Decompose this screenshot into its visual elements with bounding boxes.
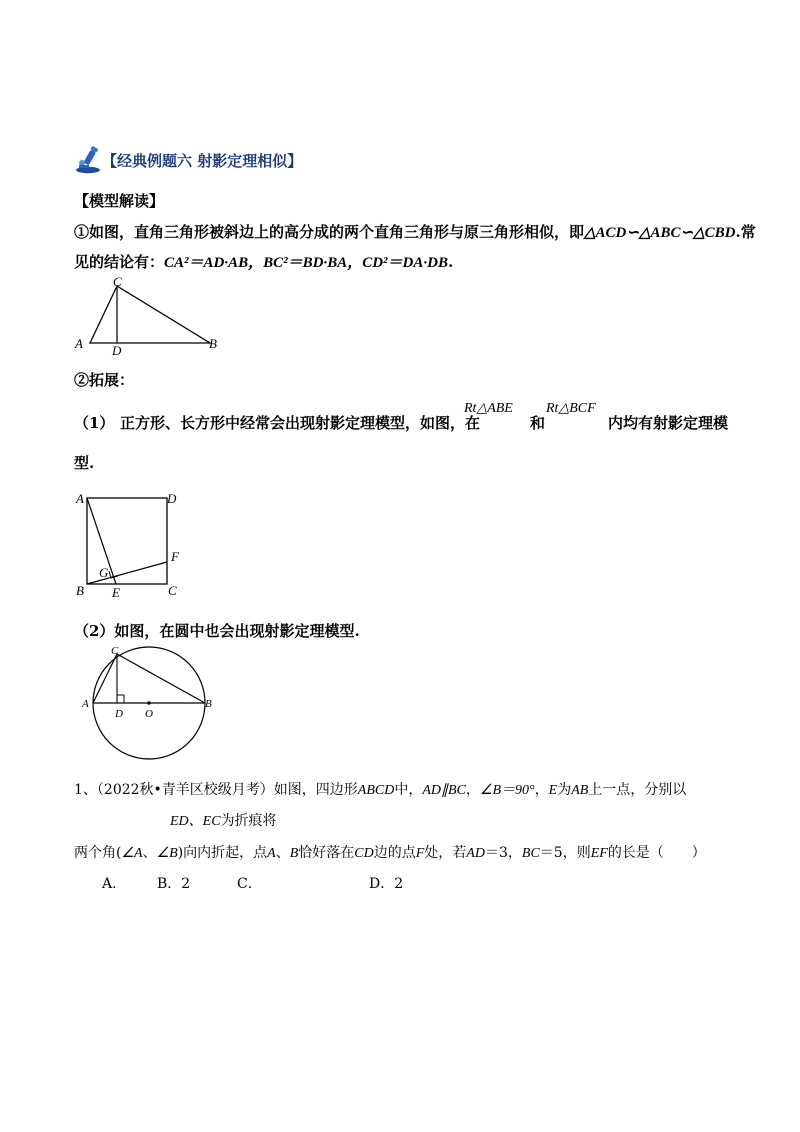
- q1-seg-cd: CD: [354, 846, 374, 861]
- model-reading-line1: [74, 221, 756, 242]
- q1-text-point: 上一点，分别以: [588, 782, 687, 798]
- microscope-icon: [74, 146, 104, 174]
- fig3-label-c: C: [111, 645, 119, 657]
- item1-text: 正方形、长方形中经常会出现射影定理模型，如图，在: [120, 414, 481, 432]
- option-c[interactable]: C．: [237, 876, 262, 892]
- fig1-label-a: A: [75, 336, 83, 351]
- q1-l3b: 、: [142, 845, 157, 861]
- q1-point-a: A: [267, 846, 276, 861]
- model-reading-heading: 【模型解读】: [74, 192, 165, 210]
- fig3-label-b: B: [205, 698, 212, 710]
- fig1-label-d: D: [112, 343, 122, 356]
- q1-l3h: ＝3，: [484, 845, 522, 861]
- figure-circle: [78, 642, 228, 772]
- option-b[interactable]: B．2: [157, 876, 191, 892]
- fig2-label-e: E: [112, 585, 120, 600]
- fig3-label-o: O: [145, 708, 153, 720]
- q1-l3a: 两个角(: [74, 845, 122, 861]
- question-1-line3: [74, 842, 706, 862]
- option-a[interactable]: A．: [102, 876, 127, 892]
- extension-item1-line1: [74, 401, 734, 440]
- fig2-label-b: B: [76, 583, 84, 598]
- q1-seg-ab: AB: [571, 783, 589, 798]
- fig3-label-a: A: [82, 698, 89, 710]
- q1-text-in: 中，: [394, 782, 423, 798]
- option-d[interactable]: D．2: [369, 876, 404, 892]
- fig1-label-b: B: [209, 336, 217, 351]
- q1-l3g: 处，若: [424, 845, 467, 861]
- q1-fold-text: 为折痕将: [220, 813, 277, 829]
- p1-line2-prefix: 见的结论有：: [74, 253, 165, 271]
- q1-seg-bc: BC: [521, 846, 540, 861]
- fig1-label-c: C: [113, 276, 122, 289]
- extension-heading: ②拓展：: [74, 371, 135, 389]
- q1-quad-abcd: ABCD: [357, 783, 395, 798]
- section-title: 【经典例题六 射影定理相似】: [102, 152, 303, 170]
- question-1-line2: [170, 810, 277, 830]
- fig3-label-d: D: [115, 708, 123, 720]
- model-reading-line2: [74, 251, 453, 272]
- fig2-label-a: A: [76, 491, 84, 506]
- figure-right-triangle: [70, 276, 230, 356]
- fig2-label-g: G: [99, 565, 109, 580]
- q1-l3i: ＝5，则: [539, 845, 591, 861]
- fig2-label-c: C: [168, 583, 177, 598]
- figure-square: [74, 486, 204, 606]
- q1-text-is: 为: [557, 782, 572, 798]
- extension-item2: （2）如图，在圆中也会出现射影定理模型.: [74, 622, 360, 640]
- fig2-label-f: F: [171, 549, 179, 564]
- p1-line1-suffix: .常: [735, 223, 756, 241]
- extension-item1-line2: 型.: [74, 454, 95, 472]
- q1-l3d: 、: [275, 845, 290, 861]
- q1-l3e: 恰好落在: [298, 845, 355, 861]
- q1-l3c: )向内折起，点: [177, 845, 268, 861]
- question-1-line1: [74, 779, 686, 799]
- q1-intro: 1、（2022秋•青羊区校级月考）如图，四边形: [74, 782, 358, 798]
- p1-line2-suffix: .: [447, 253, 454, 271]
- item1-tail: 内均有射影定理模: [608, 414, 729, 432]
- q1-l3j: 的长是（ ）: [607, 845, 706, 861]
- item1-and: 和: [530, 414, 546, 432]
- q1-fold-lines: ED、EC: [170, 814, 221, 829]
- q1-point-b: B: [289, 846, 299, 861]
- q1-seg-ef: EF: [590, 846, 608, 861]
- q1-angle-a: ∠A: [121, 846, 143, 861]
- q1-point-f: F: [415, 846, 425, 861]
- item1-triangle-bcf: Rt△BCF: [546, 401, 596, 416]
- q1-sep2: ，: [534, 782, 549, 798]
- q1-cond-angle: ∠B＝90°: [479, 783, 535, 798]
- p1-line1-formula: △ACD∽△ABC∽△CBD: [584, 225, 736, 241]
- item1-triangle-abe: Rt△ABE: [464, 401, 513, 416]
- fig2-label-d: D: [167, 491, 177, 506]
- q1-angle-b: ∠B: [156, 846, 178, 861]
- q1-l3f: 边的点: [373, 845, 416, 861]
- q1-cond-parallel: AD∥BC: [422, 783, 466, 798]
- item1-number: （1）: [74, 414, 115, 432]
- p1-line1-prefix: ①如图，直角三角形被斜边上的高分成的两个直角三角形与原三角形相似，即: [74, 223, 585, 241]
- q1-point-e: E: [548, 783, 558, 798]
- q1-sep1: ，: [465, 782, 480, 798]
- p1-line2-formula: CA²＝AD·AB，BC²＝BD·BA，CD²＝DA·DB: [164, 255, 448, 271]
- q1-seg-ad: AD: [466, 846, 485, 861]
